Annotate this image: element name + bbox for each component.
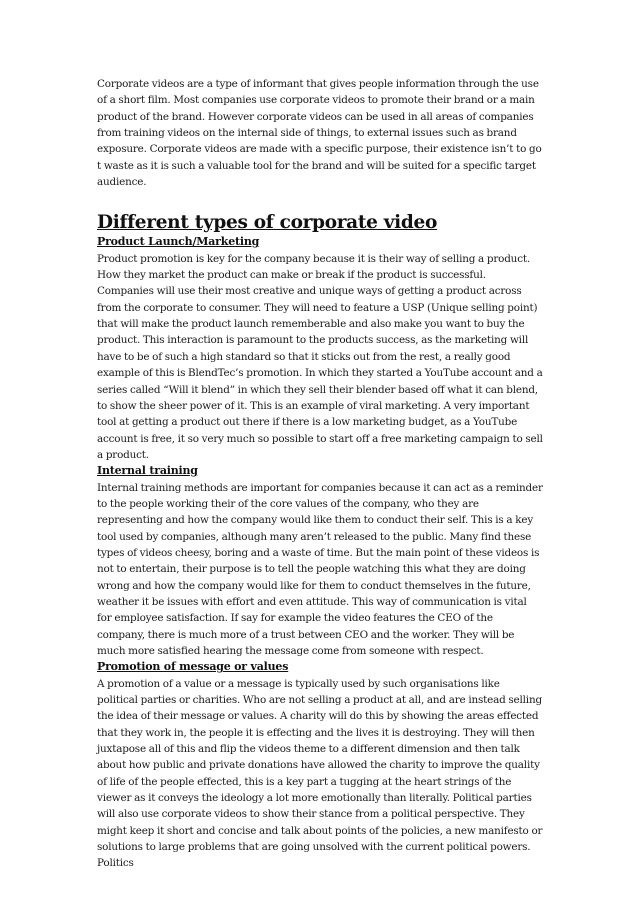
section-body-product-launch: Product promotion is key for the company because it is their way of selling a product. How they market the product can make or break if the product is successful. Companies will use their most creative and unique ways of getting a product across from the corporate to consumer. They will need to feature a USP (Unique selling point) that will make the product launch rememberable and also make you want to buy the product. This interaction is paramount to the products success, as the marketing will have to be of such a high standard so that it sticks out from the rest, a really good example of this is BlendTec’s promotion. In which they started a YouTube account and a series called “Will it blend” in which they sell their blender based off what it can blend, to show the sheer power of it. This is an example of viral marketing. A very important tool at getting a product out there if there is a low marketing budget, as a YouTube account is free, it so very much so possible to start off a free marketing campaign to sell a product. — [97, 252, 543, 461]
section-title-promotion: Promotion of message or values — [97, 660, 289, 674]
section-body-promotion: A promotion of a value or a message is typically used by such organisations like political parties or charities. Who are not selling a product at all, and are instead selling the idea of their message or values. A charity will do this by showing the areas effected that they work in, the people it is effecting and the lives it is destroying. They will then juxtapose all of this and flip the videos theme to a different dimension and then talk about how public and private donations have allowed the charity to improve the quality of life of the people effected, this is a key part a tugging at the heart strings of the viewer as it conveys the ideology a lot more emotionally than literally. Political parties will also use corporate videos to show their stance from a political perspective. They might keep it short and concise and talk about points of the policies, a new manifesto or solutions to large problems that are going unsolved with the current political powers. Politics — [97, 677, 543, 870]
section-title-internal-training: Internal training — [97, 464, 198, 478]
main-heading: Different types of corporate video — [97, 212, 438, 234]
section-body-internal-training: Internal training methods are important for companies because it can act as a reminder to the people working their of the core values of the company, who they are representing and how the company would like them to conduct their self. This is a key tool used by companies, although many aren’t released to the public. Many find these types of videos cheesy, boring and a waste of time. But the main point of these videos is not to entertain, their purpose is to tell the people watching this what they are doing wrong and how the company would like for them to conduct themselves in the future, weather it be issues with effort and even attitude. This way of communication is vital for employee satisfaction. If say for example the video features the CEO of the company, there is much more of a trust between CEO and the worker. They will be much more satisfied hearing the message come from someone with respect. — [97, 481, 543, 657]
intro-paragraph: Corporate videos are a type of informant that gives people information through the use of a short film. Most companies use corporate videos to promote their brand or a main product of the brand. However corporate videos can be used in all areas of companies from training videos on the internal side of things, to external issues such as brand exposure. Corporate videos are made with a specific purpose, their existence isn’t to go t waste as it is such a valuable tool for the brand and will be suited for a specific target audience. — [97, 78, 542, 189]
section-title-product-launch: Product Launch/Marketing — [97, 235, 260, 249]
document-page — [97, 76, 543, 872]
